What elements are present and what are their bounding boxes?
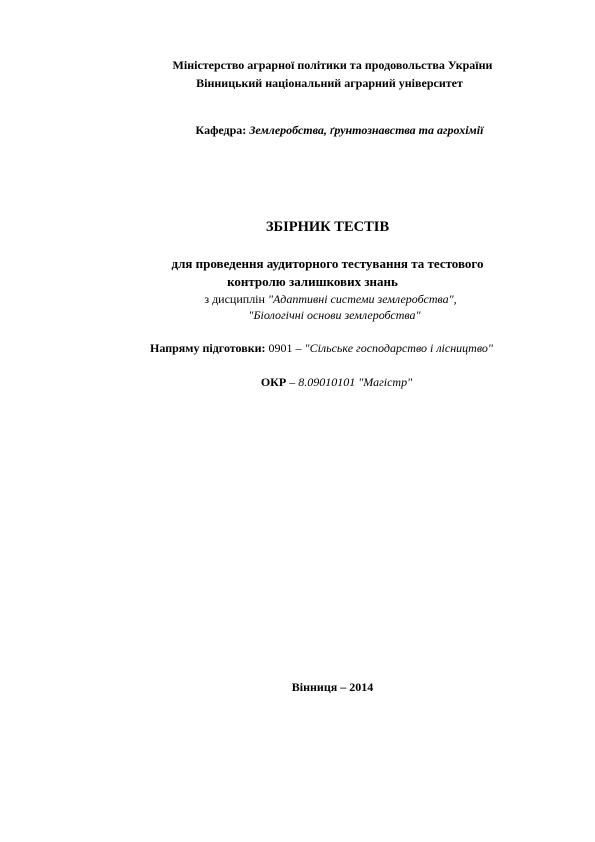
department-label: Кафедра: <box>195 123 247 137</box>
discipline-second: "Біологічні основи землеробства" <box>248 308 421 322</box>
city-year: Вінниця – 2014 <box>291 680 374 694</box>
direction-name: "Сільське господарство і лісництво" <box>304 341 493 355</box>
degree-value: 8.09010101 "Магістр" <box>298 375 413 389</box>
department-line <box>42 123 595 137</box>
university-name: Вінницький національний аграрний університет <box>196 76 463 90</box>
discipline-first: "Адаптивні системи землеробства" <box>267 292 454 306</box>
direction-line <box>24 341 595 355</box>
department-name: Землеробства, ґрунтознавства та агрохімії <box>249 123 484 137</box>
direction-label: Напряму підготовки: <box>150 341 266 355</box>
degree-label: ОКР <box>260 375 287 389</box>
degree-dash: – <box>289 375 296 389</box>
purpose-line-1: для проведення аудиторного тестування та тестового <box>171 256 484 271</box>
purpose-line-2: контролю залишкових знань <box>227 274 398 289</box>
degree-line <box>39 375 595 389</box>
direction-code: 0901 – <box>268 341 302 355</box>
document-title: ЗБІРНИК ТЕСТІВ <box>265 219 390 235</box>
disciplines-line-1 <box>33 292 595 306</box>
disciplines-prefix: з дисциплін <box>204 292 265 306</box>
disciplines-separator: , <box>453 292 457 306</box>
ministry-name: Міністерство аграрної політики та продовольства України <box>172 58 493 72</box>
